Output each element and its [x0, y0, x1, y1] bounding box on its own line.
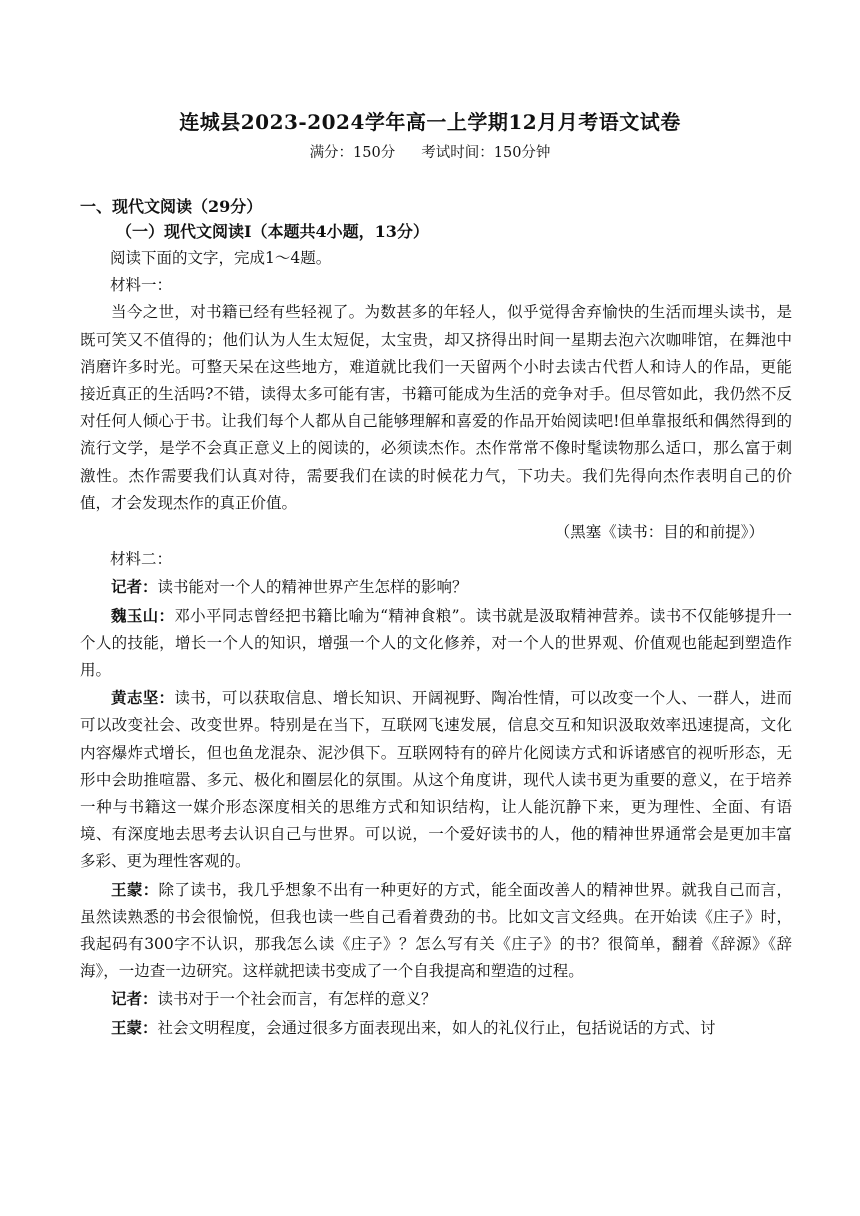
- dialogue-entry: [80, 985, 792, 1013]
- reading-content: [80, 245, 792, 1042]
- material-one-text: 当今之世，对书籍已经有些轻视了。为数甚多的年轻人，似乎觉得舍弃愉快的生活而埋头读书，是既可笑又不值得的；他们认为人生太短促，太宝贵，却又挤得出时间一星期去泡六次咖啡馆，在舞池中消磨许多时光。可整天呆在这些地方，难道就比我们一天留两个小时去读古代哲人和诗人的作品，更能接近真正的生活吗?不错，读得太多可能有害，书籍可能成为生活的竞争对手。但尽管如此，我仍然不反对任何人倾心于书。让我们每个人都从自己能够理解和喜爱的作品开始阅读吧!但单靠报纸和偶然得到的流行文学，是学不会真正意义上的阅读的，必须读杰作。杰作常常不像时髦读物那么适口，那么富于刺激性。杰作需要我们认真对待，需要我们在读的时候花力气，下功夫。我们先得向杰作表明自己的价值，才会发现杰作的真正价值。: [80, 303, 792, 512]
- section-heading: 一、现代文阅读（29分）: [80, 197, 263, 216]
- speaker-name: 王蒙：: [111, 1017, 158, 1037]
- dialogue-entry: [80, 602, 792, 685]
- material-two-label: 材料二：: [110, 550, 173, 569]
- speaker-text: 读书对于一个社会而言，有怎样的意义？: [157, 990, 437, 1009]
- speaker-text: 邓小平同志曾经把书籍比喻为“精神食粮”。读书就是汲取精神营养。读书不仅能够提升一个人的技能，增长一个人的知识，增强一个人的文化修养，对一个人的世界观、价值观也能起到塑造作用。: [80, 606, 792, 680]
- dialogue-entry: [80, 876, 792, 986]
- dialogue-entry: [80, 1014, 792, 1042]
- speaker-name: 魏玉山：: [111, 605, 175, 625]
- speaker-name: 记者：: [111, 577, 158, 597]
- speaker-text: 读书，可以获取信息、增长知识、开阔视野、陶冶性情，可以改变一个人、一群人，进而可以改变社会、改变世界。特别是在当下，互联网飞速发展，信息交互和知识汲取效率迅速提高，文化内容爆炸式增长，但也鱼龙混杂、泥沙俱下。互联网特有的碎片化阅读方式和诉诸感官的视听形态，无形中会助推喧嚣、多元、极化和圈层化的氛围。从这个角度讲，现代人读书更为重要的意义，在于培养一种与书籍这一媒介形态深度相关的思维方式和知识结构，让人能沉静下来，更为理性、全面、有语境、有深度地去思考去认识自己与世界。可以说，一个爱好读书的人，他的精神世界通常会是更加丰富多彩、更为理性客观的。: [80, 689, 792, 871]
- speaker-name: 记者：: [111, 989, 158, 1009]
- instruction: 阅读下面的文字，完成1～4题。: [110, 249, 332, 267]
- speaker-text: 读书能对一个人的精神世界产生怎样的影响？: [157, 578, 468, 597]
- speaker-text: 社会文明程度，会通过很多方面表现出来，如人的礼仪行止，包括说话的方式、讨: [157, 1018, 716, 1037]
- dialogue-entry: [80, 573, 792, 601]
- dialogue-entry: [80, 684, 792, 875]
- material-one-label: 材料一：: [110, 276, 173, 295]
- exam-title: 连城县2023-2024学年高一上学期12月月考语文试卷: [179, 110, 681, 134]
- speaker-text: 除了读书，我几乎想象不出有一种更好的方式，能全面改善人的精神世界。就我自己而言，虽然读熟悉的书会很愉悦，但我也读一些自己看着费劲的书。比如文言文经典。在开始读《庄子》时，我起码有300字不认识，那我怎么读《庄子》？怎么写有关《庄子》的书？很简单，翻着《辞源》《辞海》，一边查一边研究。这样就把读书变成了一个自我提高和塑造的过程。: [80, 880, 792, 981]
- speaker-name: 黄志坚：: [111, 688, 175, 708]
- subsection-heading: （一）现代文阅读Ⅰ（本题共4小题，13分）: [116, 222, 429, 241]
- exam-info: [0, 141, 860, 162]
- exam-time: 考试时间：150分钟: [421, 145, 551, 161]
- material-one-source: （黑塞《读书：目的和前提》）: [554, 523, 764, 542]
- full-score: 满分：150分: [309, 145, 396, 161]
- speaker-name: 王蒙：: [111, 879, 159, 899]
